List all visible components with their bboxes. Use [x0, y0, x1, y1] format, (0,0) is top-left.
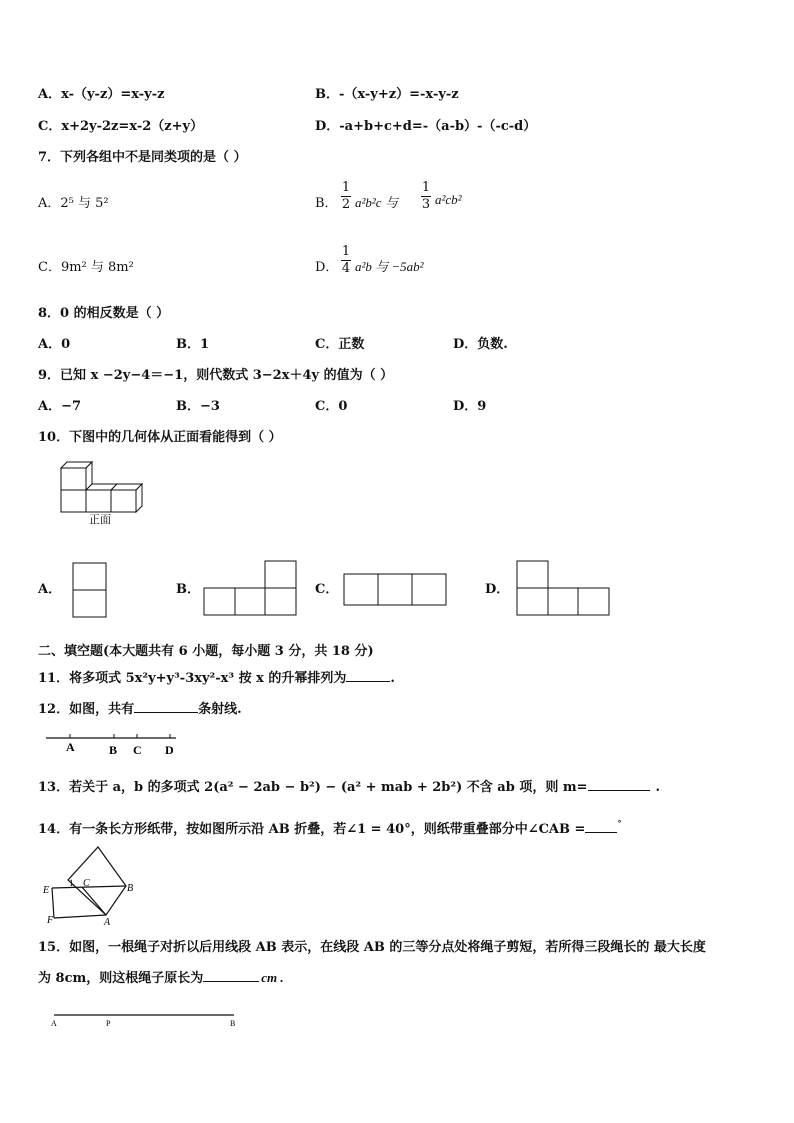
q9-option-c: C．0 — [315, 399, 348, 414]
section2-title: 二、填空题(本大题共有 6 小题，每小题 3 分，共 18 分) — [38, 644, 374, 659]
q12-label-a: A — [66, 740, 75, 754]
q14-label-b: B — [127, 883, 134, 894]
q10-option-d-figure — [516, 560, 612, 616]
q9-stem: 9．已知 x −2y−4＝−1，则代数式 3−2x＋4y 的值为（ ） — [38, 368, 394, 383]
q14-degree-tail: ° — [617, 818, 622, 828]
q13-answer-blank[interactable] — [588, 778, 650, 791]
q14-label-f: F — [47, 915, 54, 926]
q7-stem: 7．下列各组中不是同类项的是（ ） — [38, 150, 247, 165]
q15-answer-blank[interactable] — [203, 969, 259, 982]
q6-option-a: A．x-（y-z）=x-y-z — [38, 87, 165, 102]
q10-option-d-label: D． — [485, 582, 510, 597]
q11-tail: . — [390, 671, 395, 686]
q15-label-p: P — [106, 1019, 111, 1028]
q14-answer-blank[interactable] — [585, 820, 617, 833]
q11-answer-blank[interactable] — [346, 669, 390, 682]
q10-cube-figure — [55, 460, 155, 528]
q9-option-b: B．−3 — [176, 399, 220, 414]
q10-option-b-label: B． — [176, 582, 200, 597]
q12-label-c: C — [133, 743, 142, 757]
q13-line — [38, 776, 660, 795]
q15-line1: 15．如图，一根绳子对折以后用线段 AB 表示，在线段 AB 的三等分点处将绳子剪短，若所得三段绳长的 最大长度 — [38, 940, 706, 955]
q7-b-term-1: a²b²c 与 — [355, 195, 398, 210]
q7-b-label: B． — [315, 196, 338, 211]
q10-option-a-figure — [72, 562, 108, 618]
q8-option-d: D．负数. — [453, 337, 508, 352]
q10-option-c-figure — [343, 573, 449, 607]
q14-label-a: A — [104, 917, 111, 927]
q10-option-c-label: C． — [315, 582, 339, 597]
q7-b-term-2: a²cb² — [435, 192, 462, 207]
q12-label-d: D — [165, 743, 174, 757]
q10-figure-caption: 正面 — [89, 513, 111, 526]
q9-option-d: D．9 — [453, 399, 487, 414]
q15-unit: cm . — [261, 970, 284, 985]
q12-ray-figure — [44, 732, 184, 758]
q15-segment-figure — [50, 1010, 240, 1032]
q15-line2-start: 为 8cm，则这根绳子原长为 — [38, 971, 204, 986]
q12-label-b: B — [109, 743, 118, 757]
q12-line — [38, 698, 242, 717]
q14-line — [38, 818, 621, 837]
q8-stem: 8．0 的相反数是（ ） — [38, 306, 170, 321]
q7-option-c: C．9m² 与 8m² — [38, 260, 134, 275]
q11-line — [38, 667, 395, 686]
q11-stem: 11．将多项式 5x²y+y³-3xy²-x³ 按 x 的升幂排列为 — [38, 671, 347, 686]
q8-option-c: C．正数 — [315, 337, 365, 352]
q14-label-c: C — [83, 878, 90, 889]
q7-b-fraction-1: 1 2 — [341, 180, 351, 212]
q12-tail: 条射线. — [198, 702, 242, 717]
q15-line2 — [38, 967, 284, 986]
q14-stem: 14．有一条长方形纸带，按如图所示沿 AB 折叠，若∠1 = 40°，则纸带重叠部分中∠CAB = — [38, 822, 586, 837]
q14-label-1: 1 — [69, 878, 74, 888]
q7-d-fraction: 1 4 — [341, 244, 351, 276]
q10-option-b-figure — [203, 560, 299, 616]
q7-d-label: D． — [315, 260, 339, 275]
q7-option-a: A．2⁵ 与 5² — [38, 196, 109, 211]
q9-option-a: A．−7 — [38, 399, 82, 414]
q15-label-b: B — [230, 1019, 236, 1028]
q12-stem: 12．如图，共有 — [38, 702, 135, 717]
q8-option-b: B．1 — [176, 337, 210, 352]
q6-option-b: B．-（x-y+z）=-x-y-z — [315, 87, 459, 102]
q6-option-c: C．x+2y-2z=x-2（z+y） — [38, 119, 204, 134]
q10-stem: 10．下图中的几何体从正面看能得到（ ） — [38, 430, 282, 445]
q12-answer-blank[interactable] — [134, 700, 198, 713]
q7-b-fraction-2: 1 3 — [421, 180, 431, 212]
q6-option-d: D．-a+b+c+d=-（a-b）-（-c-d） — [315, 119, 537, 134]
q8-option-a: A．0 — [38, 337, 71, 352]
q7-d-term: a²b 与 −5ab² — [355, 259, 424, 274]
q10-option-a-label: A． — [38, 582, 62, 597]
q14-label-e: E — [43, 885, 50, 896]
q15-label-a: A — [51, 1019, 57, 1028]
q13-tail: . — [655, 780, 661, 795]
q14-fold-figure — [42, 843, 138, 927]
q13-stem: 13．若关于 a，b 的多项式 2(a² − 2ab − b²) − (a² + mab + 2b²) 不含 ab 项，则 m= — [38, 780, 588, 795]
